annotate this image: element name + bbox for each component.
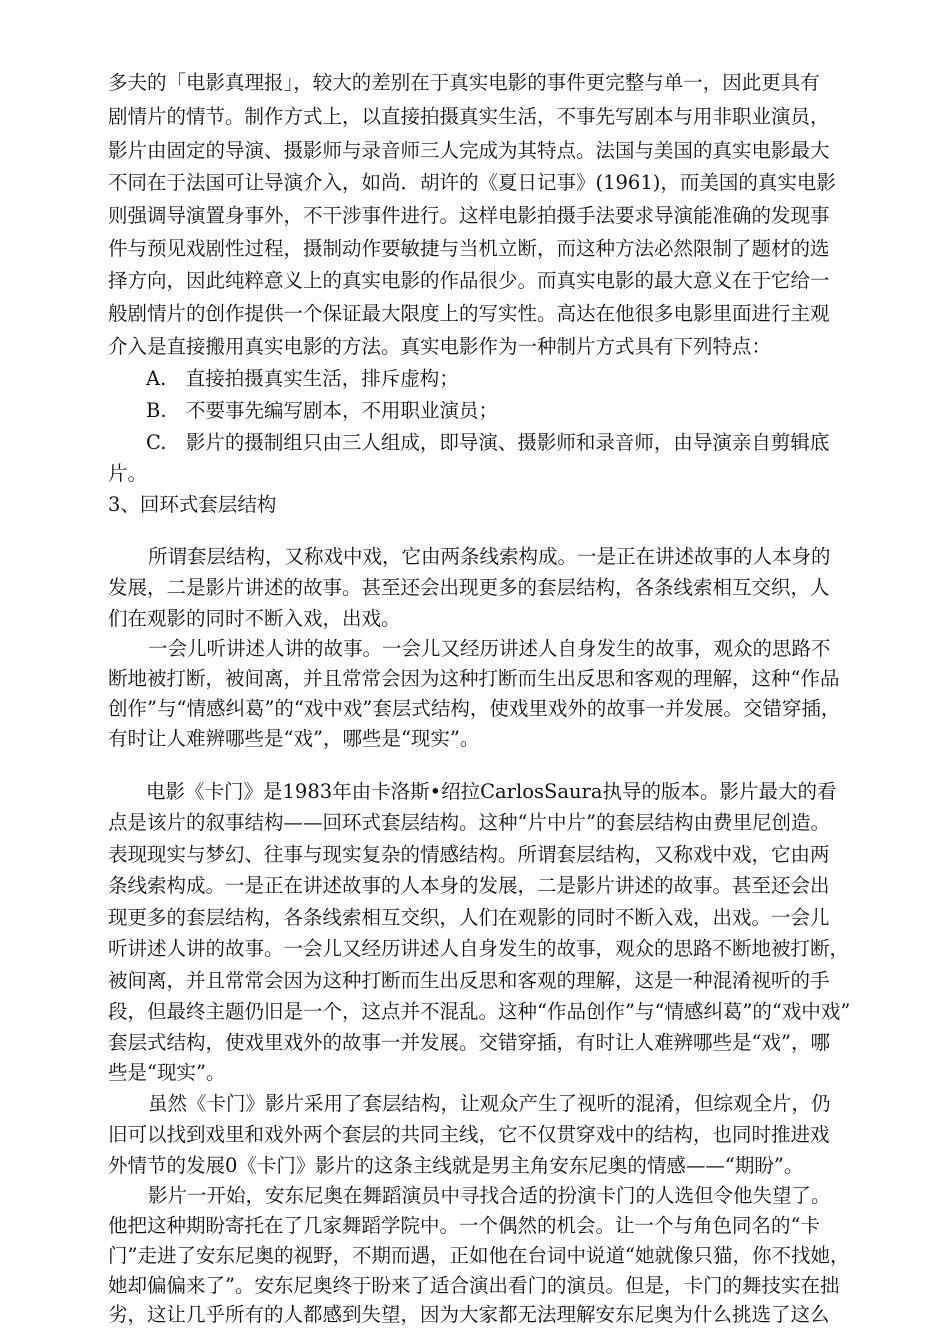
- paragraph-line: 不同在于法国可让导演介入，如尚．胡许的《夏日记事》(1961)，而美国的真实电影: [108, 171, 836, 194]
- paragraph-line: 断地被打断，被间离，并且常常会因为这种打断而生出反思和客观的理解，这种“作品: [108, 667, 840, 690]
- paragraph-line: 创作”与“情感纠葛”的“戏中戏”套层式结构，使戏里戏外的故事一并发展。交错穿插，: [108, 697, 841, 720]
- paragraph-line: 听讲述人讲的故事。一会儿又经历讲述人自身发生的故事，观众的思路不断地被打断，: [108, 937, 850, 960]
- paragraph-line: 则强调导演置身事外，不干涉事件进行。这样电影拍摄手法要求导演能准确的发现事: [108, 204, 830, 227]
- paragraph-line: 外情节的发展0《卡门》影片的这条主线就是男主角安东尼奥的情感——“期盼”。: [108, 1154, 804, 1177]
- paragraph-line: 虽然《卡门》影片采用了套层结构，让观众产生了视听的混淆，但综观全片，仍: [148, 1092, 831, 1115]
- paragraph-line: 影片由固定的导演、摄影师与录音师三人完成为其特点。法国与美国的真实电影最大: [108, 139, 830, 162]
- list-item: B. 不要事先编写剧本，不用职业演员；: [146, 399, 499, 422]
- paragraph-line: 择方向，因此纯粹意义上的真实电影的作品很少。而真实电影的最大意义在于它给一: [108, 269, 830, 292]
- paragraph-line: 她却偏偏来了”。安东尼奥终于盼来了适合演出看门的演员。但是，卡门的舞技实在拙: [108, 1274, 840, 1297]
- paragraph-line: 多夫的「电影真理报」，较大的差别在于真实电影的事件更完整与单一，因此更具有: [108, 71, 820, 94]
- paragraph-line: 一会儿听讲述人讲的故事。一会儿又经历讲述人自身发生的故事，观众的思路不: [148, 637, 831, 660]
- paragraph-line: 有时让人难辨哪些是“戏”，哪些是“现实”。: [108, 727, 480, 750]
- paragraph-line: 介入是直接搬用真实电影的方法。真实电影作为一种制片方式具有下列特点：: [108, 335, 772, 358]
- paragraph-line: 套层式结构，使戏里戏外的故事一并发展。交错穿插，有时让人难辨哪些是“戏”，哪: [108, 1031, 830, 1054]
- paragraph-line: 被间离，并且常常会因为这种打断而生出反思和客观的理解，这是一种混淆视听的手: [108, 969, 830, 992]
- paragraph-line: 劣，这让几乎所有的人都感到失望，因为大家都无法理解安东尼奥为什么挑选了这么: [108, 1303, 830, 1326]
- paragraph-line: 影片一开始，安东尼奥在舞蹈演员中寻找合适的扮演卡门的人选但令他失望了。: [148, 1184, 831, 1207]
- paragraph-line: 现更多的套层结构，各条线索相互交织，人们在观影的同时不断入戏，出戏。一会儿: [108, 906, 830, 929]
- paragraph-line: 些是“现实”。: [108, 1061, 226, 1084]
- paragraph-line: 他把这种期盼寄托在了几家舞蹈学院中。一个偶然的机会。让一个与角色同名的“卡: [108, 1214, 820, 1237]
- paragraph-line: 电影《卡门》是1983年由卡洛斯•绍拉CarlosSaura执导的版本。影片最大的看: [146, 780, 837, 803]
- paragraph-line: 般剧情片的创作提供一个保证最大限度上的写实性。高达在他很多电影里面进行主观: [108, 302, 830, 325]
- list-item: C. 影片的摄制组只由三人组成，即导演、摄影师和录音师，由导演亲自剪辑底: [146, 431, 830, 454]
- section-heading: 3、回环式套层结构: [108, 493, 277, 516]
- paragraph-line: 门”走进了安东尼奥的视野，不期而遇，正如他在台词中说道“她就像只猫，你不找她，: [108, 1244, 850, 1267]
- paragraph-line: 条线索构成。一是正在讲述故事的人本身的发展，二是影片讲述的故事。甚至还会出: [108, 874, 830, 897]
- paragraph-line: 发展，二是影片讲述的故事。甚至还会出现更多的套层结构，各条线索相互交织，人: [108, 576, 830, 599]
- paragraph-line: 剧情片的情节。制作方式上，以直接拍摄真实生活，不事先写剧本与用非职业演员，: [108, 105, 830, 128]
- paragraph-line: 们在观影的同时不断入戏，出戏。: [108, 607, 401, 630]
- paragraph-line: 点是该片的叙事结构——回环式套层结构。这种“片中片”的套层结构由费里尼创造。: [108, 811, 830, 834]
- list-item: A. 直接拍摄真实生活，排斥虚构；: [146, 367, 459, 390]
- paragraph-line: 所谓套层结构，又称戏中戏，它由两条线索构成。一是正在讲述故事的人本身的: [148, 545, 831, 568]
- paragraph-line: 件与预见戏剧性过程，摄制动作要敏捷与当机立断，而这种方法必然限制了题材的选: [108, 237, 830, 260]
- paragraph-line: 表现现实与梦幻、往事与现实复杂的情感结构。所谓套层结构，又称戏中戏，它由两: [108, 843, 830, 866]
- paragraph-line: 旧可以找到戏里和戏外两个套层的共同主线，它不仅贯穿戏中的结构，也同时推进戏: [108, 1123, 830, 1146]
- paragraph-line: 段，但最终主题仍旧是一个，这点并不混乱。这种“作品创作”与“情感纠葛”的“戏中戏”: [108, 1000, 851, 1023]
- list-item: 片。: [108, 462, 148, 485]
